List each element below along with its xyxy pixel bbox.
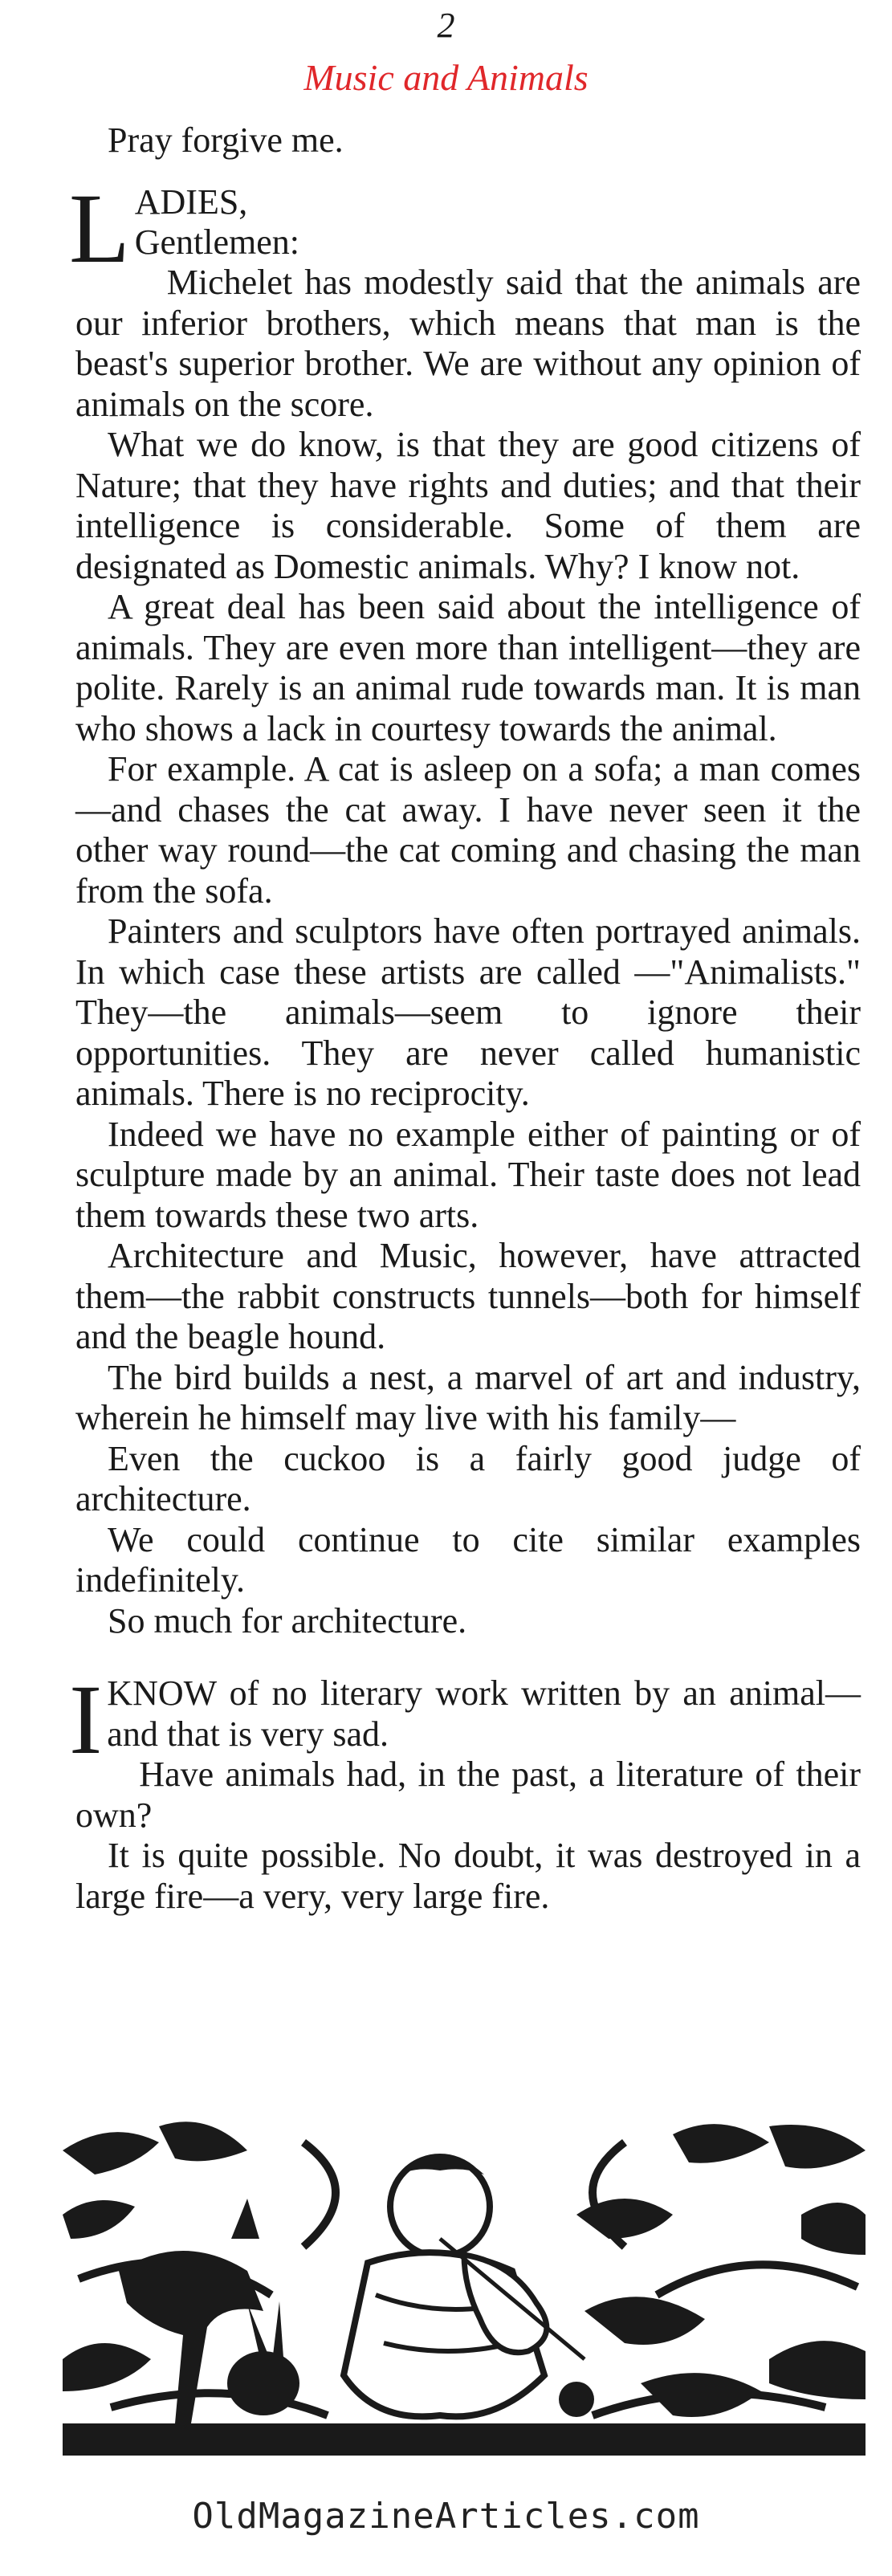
paragraph: Have animals had, in the past, a literature of their own? [75,1755,861,1835]
woodcut-violinist-with-animals-illustration [63,2118,866,2456]
section-two [69,1665,861,1917]
paragraph: Painters and sculptors have often portrayed animals. In which case these artists are called —"Animalists." They—the animals—seem to ignore their opportunities. They are never called humanistic animals. There is no reciprocity. [75,911,861,1113]
paragraph: The bird builds a nest, a marvel of art and industry, wherein he himself may live with his family— [75,1357,861,1437]
footer-site-name: OldMagazineArticles.com [192,2496,700,2537]
intro-line: Pray forgive me. [108,120,344,160]
dropcap-letter: I [69,1665,103,1775]
paragraph: Michelet has modestly said that the animals are our inferior brothers, which means that man is the beast's superior brother. We are without any opinion of animals on the score. [75,263,861,424]
paragraph: For example. A cat is asleep on a sofa; a man comes—and chases the cat away. I have never seen it the other way round—the cat coming and chasing the man from the sofa. [75,749,861,911]
paragraph: So much for architecture. [108,1600,467,1641]
salutation-line-2: Gentlemen: [134,222,300,262]
paragraph: Indeed we have no example either of painting or of sculpture made by an animal. Their taste does not lead them towards these two arts. [75,1114,861,1235]
section-one [69,173,861,1641]
salutation [75,182,861,263]
dropcap-letter: L [69,173,130,283]
paragraph: Even the cuckoo is a fairly good judge of architecture. [75,1438,861,1518]
article-body [69,120,861,1917]
paragraph: KNOW of no literary work written by an animal—and that is very sad. [107,1673,861,1754]
paragraph: A great deal has been said about the intelligence of animals. They are even more than intelligent—they are polite. Rarely is an animal rude towards man. It is man who shows a lack in courtesy towards the animal. [75,587,861,748]
paragraph: Architecture and Music, however, have attracted them—the rabbit constructs tunnels—both for himself and the beagle hound. [75,1236,861,1356]
salutation-line-1: ADIES, [134,182,248,222]
paragraph: It is quite possible. No doubt, it was destroyed in a large fire—a very, very large fire. [75,1836,861,1916]
page-title: Music and Animals [303,57,589,98]
page-number: 2 [437,6,455,45]
paragraph: What we do know, is that they are good citizens of Nature; that they have rights and duties; and that their intelligence is considerable. Some of them are designated as Domestic animals. Why? I know not. [75,425,861,586]
paragraph: We could continue to cite similar examples indefinitely. [75,1519,861,1600]
